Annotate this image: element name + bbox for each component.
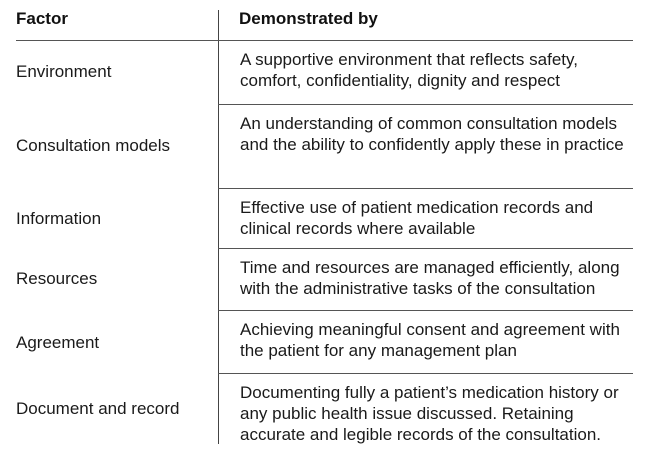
table-header xyxy=(0,0,653,40)
demonstrated-cell: Achieving meaningful consent and agreement with the patient for any management plan xyxy=(240,320,620,360)
demonstrated-cell: Effective use of patient medication records and clinical records where available xyxy=(240,198,594,238)
table-row-document-and-record xyxy=(0,374,653,454)
demonstrated-cell: Documenting fully a patient’s medication history or any public health issue discussed. Retaining accurate and legible records of the consultation. xyxy=(240,383,619,444)
factor-cell: Information xyxy=(16,209,102,228)
table-row-resources xyxy=(0,249,653,310)
table-row-agreement xyxy=(0,311,653,373)
factor-cell: Agreement xyxy=(16,333,100,352)
table-row-consultation-models xyxy=(0,105,653,188)
header-factor: Factor xyxy=(16,9,68,28)
table-row-information xyxy=(0,189,653,248)
table-row-environment xyxy=(0,41,653,103)
demonstrated-cell: Time and resources are managed efficiently, along with the administrative tasks of the consultation xyxy=(240,258,620,298)
factor-cell: Environment xyxy=(16,62,112,81)
factor-cell: Consultation models xyxy=(16,136,171,155)
demonstrated-cell: A supportive environment that reflects safety, comfort, confidentiality, dignity and respect xyxy=(240,50,578,90)
header-demonstrated-by: Demonstrated by xyxy=(239,9,378,28)
factor-cell: Resources xyxy=(16,269,98,288)
factor-cell: Document and record xyxy=(16,399,180,418)
demonstrated-cell: An understanding of common consultation models and the ability to confidently apply these in practice xyxy=(240,114,624,154)
